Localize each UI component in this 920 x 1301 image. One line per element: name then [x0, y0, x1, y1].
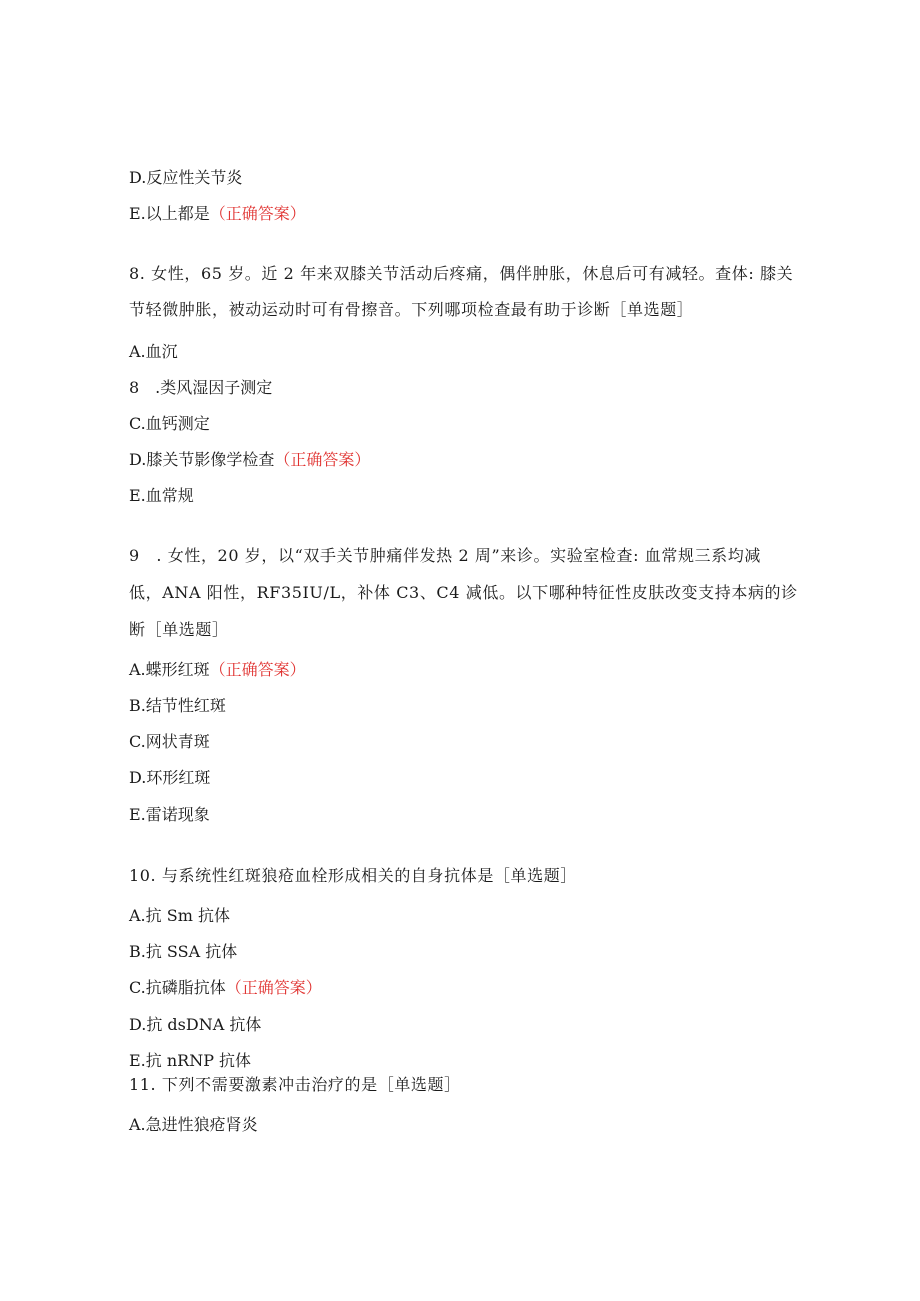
- correct-answer-marker: （正确答案）: [209, 204, 306, 223]
- correct-answer-marker: （正确答案）: [225, 978, 322, 997]
- q11-option-a: A.急进性狼疮肾炎: [129, 1115, 258, 1134]
- q7-option-d-text: D.反应性关节炎: [129, 168, 243, 187]
- q7-option-e-text: E.以上都是: [129, 204, 210, 223]
- q8-option-b: 8 .类风湿因子测定: [129, 378, 273, 397]
- q9-stem-line-3: 断［单选题］: [129, 620, 229, 639]
- q7-option-d: [129, 168, 242, 188]
- q8-option-a: A.血沉: [129, 342, 178, 361]
- q8-stem-line-2: 节轻微肿胀，被动运动时可有骨擦音。下列哪项检查最有助于诊断［单选题］: [129, 300, 694, 319]
- q9-option-b: B.结节性红斑: [129, 696, 226, 715]
- q9-option-c: C.网状青斑: [129, 732, 210, 751]
- q11-stem: 11. 下列不需要激素冲击治疗的是［单选题］: [129, 1075, 461, 1094]
- q8-option-e: E.血常规: [129, 486, 194, 505]
- q8-option-d: [129, 450, 370, 470]
- correct-answer-marker: （正确答案）: [274, 450, 371, 469]
- q9-stem-line-1: 9 . 女性，20 岁，以“双手关节肿痛伴发热 2 周”来诊。实验室检查: 血常规三系均减: [129, 546, 761, 565]
- q10-stem: 10. 与系统性红斑狼疮血栓形成相关的自身抗体是［单选题］: [129, 866, 577, 885]
- q10-option-c: [129, 978, 322, 998]
- q9-stem-line-2: 低，ANA 阳性，RF35IU/L，补体 C3、C4 减低。以下哪种特征性皮肤改变支持本病的诊: [129, 583, 798, 602]
- q10-option-c-text: C.抗磷脂抗体: [129, 978, 226, 997]
- q9-option-d: D.环形红斑: [129, 768, 211, 787]
- q10-option-b: B.抗 SSA 抗体: [129, 942, 238, 961]
- q9-option-a-text: A.蝶形红斑: [129, 660, 210, 679]
- correct-answer-marker: （正确答案）: [209, 660, 306, 679]
- q8-stem-line-1: 8. 女性，65 岁。近 2 年来双膝关节活动后疼痛，偶伴肿胀，休息后可有减轻。查体: 膝关: [129, 264, 794, 283]
- q10-option-e: E.抗 nRNP 抗体: [129, 1051, 252, 1070]
- q8-option-c: C.血钙测定: [129, 414, 210, 433]
- q10-option-d: D.抗 dsDNA 抗体: [129, 1015, 262, 1034]
- q8-option-d-text: D.膝关节影像学检查: [129, 450, 275, 469]
- q7-option-e: [129, 204, 306, 224]
- q10-option-a: A.抗 Sm 抗体: [129, 906, 230, 925]
- q9-option-e: E.雷诺现象: [129, 805, 210, 824]
- q9-option-a: [129, 660, 306, 680]
